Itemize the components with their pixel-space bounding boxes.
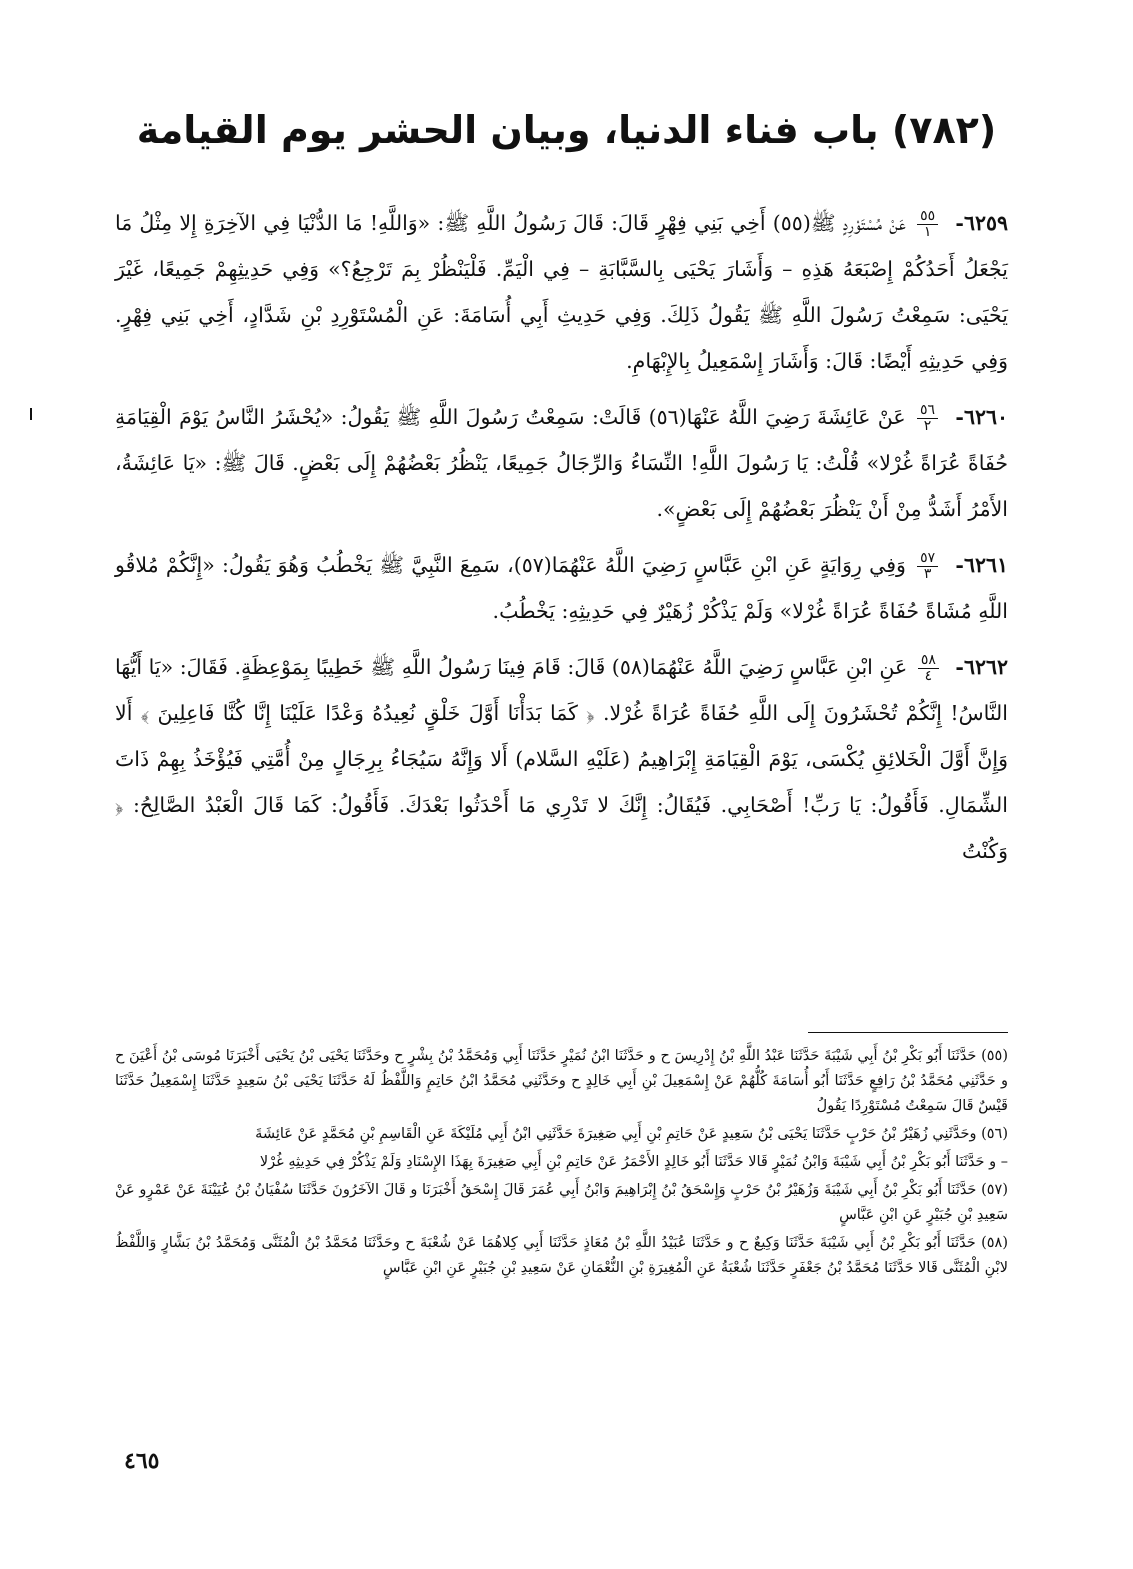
hadith-number: ٦٢٦١- xyxy=(955,553,1008,577)
footnote-56-continuation: – و حَدَّثَنَا أَبُو بَكْرِ بْنُ أَبِي شَيْبَةَ وَابْنُ نُمَيْرٍ قَالا حَدَّثَنَا أَبُو خَالِدٍ الأَحْمَرُ عَنْ حَاتِمِ بْنِ أَبِي صَغِيرَةَ بِهَذَا الإِسْنَادِ وَلَمْ يَذْكُرْ فِي حَدِيثِهِ غُرْلا xyxy=(259,1154,1008,1170)
fraction-numerator: ٥٧ xyxy=(917,551,938,567)
hadith-fraction xyxy=(917,551,938,582)
hadith-6261 xyxy=(115,542,1008,634)
hadith-text: عَنْ مُسْتَوْرِدٍ ﷺ(٥٥) أَخِي بَنِي فِهْرٍ قَالَ: قَالَ رَسُولُ اللَّهِ ﷺ: «وَاللَّهِ! مَا الدُّنْيَا فِي الآخِرَةِ إِلا مِثْلُ مَا يَجْعَلُ أَحَدُكُمْ إِصْبَعَهُ هَذِهِ – وَأَشَارَ يَحْيَى بِالسَّبَّابَةِ – فِي الْيَمِّ. فَلْيَنْظُرْ بِمَ تَرْجِعُ؟» وَفِي حَدِيثِهِمْ جَمِيعًا، غَيْرَ يَحْيَى: سَمِعْتُ رَسُولَ اللَّهِ ﷺ يَقُولُ ذَلِكَ. وَفِي حَدِيثِ أَبِي أُسَامَةَ: عَنِ الْمُسْتَوْرِدِ بْنِ شَدَّادٍ، أَخِي بَنِي فِهْرٍ. وَفِي حَدِيثِهِ أَيْضًا: قَالَ: وَأَشَارَ إِسْمَعِيلُ بِالإِبْهَامِ. xyxy=(115,211,1008,373)
fraction-numerator: ٥٦ xyxy=(917,403,938,419)
hadith-text: عَنْ عَائِشَةَ رَضِيَ اللَّهُ عَنْهَا(٥٦) قَالَتْ: سَمِعْتُ رَسُولَ اللَّهِ ﷺ يَقُولُ: «يُحْشَرُ النَّاسُ يَوْمَ الْقِيَامَةِ حُفَاةً عُرَاةً غُرْلا» قُلْتُ: يَا رَسُولَ اللَّهِ! النِّسَاءُ وَالرِّجَالُ جَمِيعًا، يَنْظُرُ بَعْضُهُمْ إِلَى بَعْضٍ. قَالَ ﷺ: «يَا عَائِشَةُ، الأَمْرُ أَشَدُّ مِنْ أَنْ يَنْظُرَ بَعْضُهُمْ إِلَى بَعْضٍ». xyxy=(115,405,1008,521)
hadith-fraction xyxy=(917,403,938,434)
body-text xyxy=(115,200,1008,884)
margin-mark xyxy=(30,408,32,420)
footnote-55: (٥٥) حَدَّثَنَا أَبُو بَكْرِ بْنُ أَبِي شَيْبَةَ حَدَّثَنَا عَبْدُ اللَّهِ بْنُ إِدْرِيسَ ح و حَدَّثَنَا ابْنُ نُمَيْرٍ حَدَّثَنَا أَبِي وَمُحَمَّدُ بْنُ بِشْرٍ ح وحَدَّثَنَا يَحْيَى بْنُ يَحْيَى أَخْبَرَنَا مُوسَى بْنُ أَعْيَنَ ح و حَدَّثَنِي مُحَمَّدُ بْنُ رَافِعٍ حَدَّثَنَا أَبُو أُسَامَةَ كُلُّهُمْ عَنْ إِسْمَعِيلَ بْنِ أَبِي خَالِدٍ ح وحَدَّثَنِي مُحَمَّدُ ابْنُ حَاتِمٍ وَاللَّفْظُ لَهُ حَدَّثَنَا يَحْيَى بْنُ سَعِيدٍ حَدَّثَنَا إِسْمَعِيلُ حَدَّثَنَا قَيْسٌ قَالَ سَمِعْتُ مُسْتَوْرِدًا يَقُولُ xyxy=(115,1048,1008,1114)
footnote-57: (٥٧) حَدَّثَنَا أَبُو بَكْرِ بْنُ أَبِي شَيْبَةَ وَزُهَيْرُ بْنُ حَرْبٍ وَإِسْحَقُ بْنُ إِبْرَاهِيمَ وَابْنُ أَبِي عُمَرَ قَالَ إِسْحَقُ أَخْبَرَنَا و قَالَ الآخَرُونَ حَدَّثَنَا سُفْيَانُ بْنُ عُيَيْنَةَ عَنْ عَمْرٍو عَنْ سَعِيدِ بْنِ جُبَيْرٍ عَنِ ابْنِ عَبَّاسٍ xyxy=(115,1182,1008,1223)
hadith-6262 xyxy=(115,644,1008,874)
page-title: (٧٨٢) باب فناء الدنيا، وبيان الحشر يوم القيامة xyxy=(136,108,997,152)
footnote-divider xyxy=(808,1032,1008,1033)
fraction-denominator: ٣ xyxy=(923,566,932,582)
hadith-fraction xyxy=(918,653,939,684)
footnote-58: (٥٨) حَدَّثَنَا أَبُو بَكْرِ بْنُ أَبِي شَيْبَةَ حَدَّثَنَا وَكِيعٌ ح و حَدَّثَنَا عُبَيْدُ اللَّهِ بْنُ مُعَاذٍ حَدَّثَنَا أَبِي كِلاهُمَا عَنْ شُعْبَةَ ح وحَدَّثَنَا مُحَمَّدُ بْنُ الْمُثَنَّى وَمُحَمَّدُ بْنُ بَشَّارٍ وَاللَّفْظُ لابْنِ الْمُثَنَّى قَالا حَدَّثَنَا مُحَمَّدُ بْنُ جَعْفَرٍ حَدَّثَنَا شُعْبَةُ عَنِ الْمُغِيرَةِ بْنِ النُّعْمَانِ عَنْ سَعِيدِ بْنِ جُبَيْرٍ عَنِ ابْنِ عَبَّاسٍ xyxy=(115,1235,1008,1276)
page-number: ٤٦٥ xyxy=(124,1448,160,1474)
hadith-number: ٦٢٥٩- xyxy=(955,211,1008,235)
fraction-denominator: ٢ xyxy=(923,418,932,434)
fraction-numerator: ٥٥ xyxy=(917,209,938,225)
hadith-fraction xyxy=(917,209,938,240)
hadith-text: عَنِ ابْنِ عَبَّاسٍ رَضِيَ اللَّهُ عَنْهُمَا(٥٨) قَالَ: قَامَ فِينَا رَسُولُ اللَّهِ ﷺ خَطِيبًا بِمَوْعِظَةٍ. فَقَالَ: «يَا أَيُّهَا النَّاسُ! إِنَّكُمْ تُحْشَرُونَ إِلَى اللَّهِ حُفَاةً عُرَاةً غُرْلا. ﴿ كَمَا بَدَأْنَا أَوَّلَ خَلْقٍ نُعِيدُهُ وَعْدًا عَلَيْنَا إِنَّا كُنَّا فَاعِلِينَ ﴾ أَلا وَإِنَّ أَوَّلَ الْخَلائِقِ يُكْسَى، يَوْمَ الْقِيَامَةِ إِبْرَاهِيمُ (عَلَيْهِ السَّلام) أَلا وَإِنَّهُ سَيُجَاءُ بِرِجَالٍ مِنْ أُمَّتِي فَيُؤْخَذُ بِهِمْ ذَاتَ الشِّمَالِ. فَأَقُولُ: يَا رَبِّ! أَصْحَابِي. فَيُقَالُ: إِنَّكَ لا تَدْرِي مَا أَحْدَثُوا بَعْدَكَ. فَأَقُولُ: كَمَا قَالَ الْعَبْدُ الصَّالِحُ: ﴿ وَكُنْتُ xyxy=(115,655,1008,863)
fraction-denominator: ٤ xyxy=(924,668,933,684)
footnote-56: (٥٦) وحَدَّثَنِي زُهَيْرُ بْنُ حَرْبٍ حَدَّثَنَا يَحْيَى بْنُ سَعِيدٍ عَنْ حَاتِمِ بْنِ أَبِي صَغِيرَةَ حَدَّثَنِي ابْنُ أَبِي مُلَيْكَةَ عَنِ الْقَاسِمِ بْنِ مُحَمَّدٍ عَنْ عَائِشَةَ xyxy=(255,1126,1008,1142)
footnotes xyxy=(115,1044,1008,1284)
hadith-text: وَفِي رِوَايَةٍ عَنِ ابْنِ عَبَّاسٍ رَضِيَ اللَّهُ عَنْهُمَا(٥٧)، سَمِعَ النَّبِيَّ ﷺ يَخْطُبُ وَهُوَ يَقُولُ: «إِنَّكُمْ مُلاقُو اللَّهِ مُشَاةً حُفَاةً عُرَاةً غُرْلا» وَلَمْ يَذْكُرْ زُهَيْرٌ فِي حَدِيثِهِ: يَخْطُبُ. xyxy=(115,553,1008,623)
fraction-numerator: ٥٨ xyxy=(918,653,939,669)
hadith-6259 xyxy=(115,200,1008,384)
hadith-number: ٦٢٦٢- xyxy=(955,655,1008,679)
hadith-6260 xyxy=(115,394,1008,532)
fraction-denominator: ١ xyxy=(923,224,932,240)
hadith-number: ٦٢٦٠- xyxy=(955,405,1008,429)
